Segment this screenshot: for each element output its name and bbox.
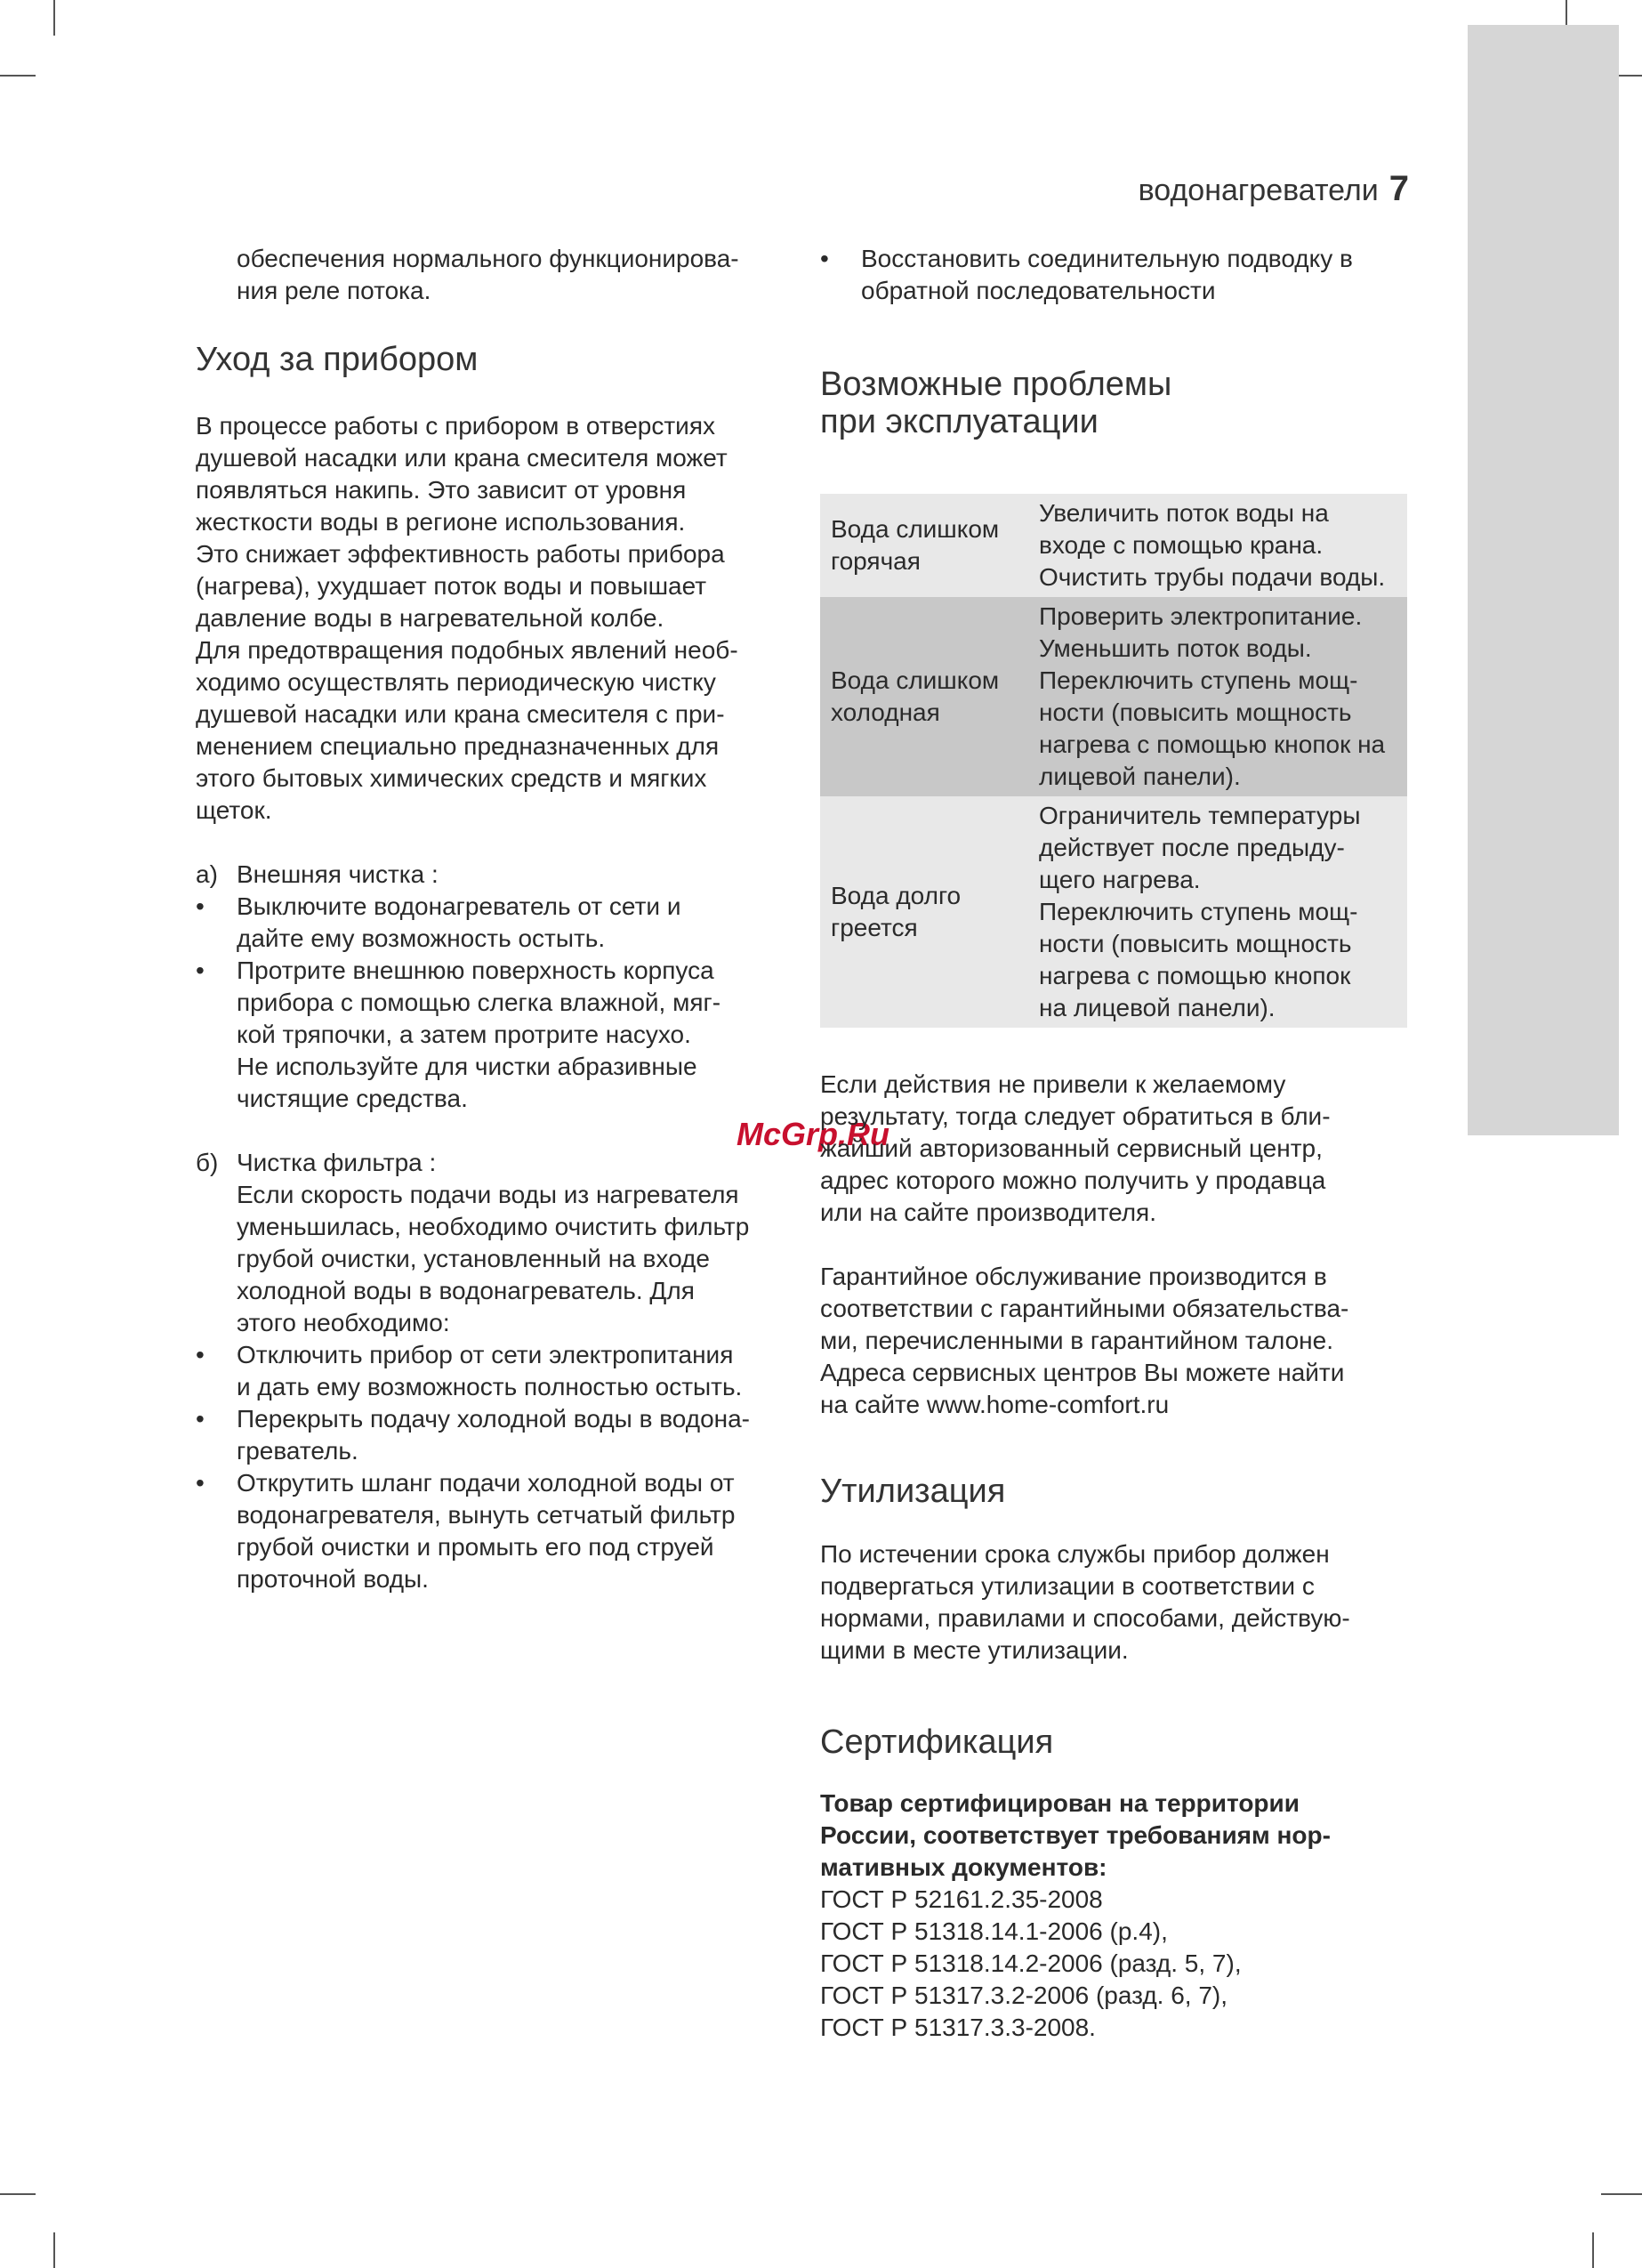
list-item: • Открутить шланг подачи холодной воды от водонагревателя, вынуть сетчатый фильтр грубой очистки и промыть его под струей проточной воды. [196, 1469, 736, 1593]
crop-mark [0, 75, 36, 77]
page-header [1139, 169, 1409, 209]
section-tab [1468, 25, 1619, 1135]
certification-paragraph: Товар сертифицирован на территории России, соответствует требованиям нор- мативных документов: ГОСТ Р 52161.2.35-2008 ГОСТ Р 51318.14.1-2006 (р.4), ГОСТ Р 51318.14.2-2006 (разд. 5, 7), ГОСТ Р 51317.3.2-2006 (разд. 6, 7), ГОСТ Р 51317.3.3-2008. [820, 1789, 1331, 2041]
warranty-paragraph: Гарантийное обслуживание производится в соответствии с гарантийными обязательства- ми, перечисленными в гарантийном талоне. Адреса сервисных центров Вы можете найти на сайте www.home-comfort.ru [820, 1263, 1349, 1418]
solution-cell: Ограничитель температуры действует после предыду- щего нагрева. Переключить ступень мощ- ности (повысить мощность нагрева с помощью кнопок на лицевой панели). [1039, 802, 1361, 1021]
problems-heading: Возможные проблемы при эксплуатации [820, 366, 1172, 440]
care-heading: Уход за прибором [196, 341, 479, 378]
bullet-icon: • [196, 892, 205, 920]
section-title: водонагреватели [1138, 174, 1379, 207]
list-item: • Перекрыть подачу холодной воды в водона- греватель. [196, 1405, 751, 1465]
page-number: 7 [1388, 169, 1409, 208]
right-column [820, 243, 1407, 2044]
solution-cell: Увеличить поток воды на входе с помощью крана. Очистить трубы подачи воды. [1039, 499, 1386, 591]
list-item: а) Внешняя чистка : [196, 860, 439, 888]
disposal-heading: Утилизация [820, 1473, 1006, 1510]
crop-mark [53, 0, 55, 36]
intro-text: обеспечения нормального функционирова- ния реле потока. [237, 245, 739, 304]
left-column [196, 243, 783, 1595]
problem-cell: Вода долго греется [831, 882, 962, 941]
problem-cell: Вода слишком холодная [831, 666, 1000, 726]
watermark: McGrp.Ru [736, 1116, 890, 1152]
problem-cell: Вода слишком горячая [831, 515, 1000, 575]
crop-mark [1592, 2232, 1594, 2268]
bullet-icon: • [196, 1405, 205, 1433]
crop-mark [1601, 2193, 1642, 2195]
table-row [820, 494, 1407, 597]
disposal-paragraph: По истечении срока службы прибор должен подвергаться утилизации в соответствии с нормами, правилами и способами, действую- щими в месте утилизации. [820, 1540, 1350, 1664]
solution-cell: Проверить электропитание. Уменьшить поток воды. Переключить ступень мощ- ности (повысить мощность нагрева с помощью кнопок на лицевой панели). [1039, 602, 1386, 790]
bullet-icon: • [196, 1341, 205, 1368]
list-item: • Протрите внешнюю поверхность корпуса прибора с помощью слегка влажной, мяг- кой тряпочки, а затем протрите насухо. Не используйте для чистки абразивные чистящие средства. [196, 956, 721, 1112]
crop-mark [53, 2232, 55, 2268]
bullet-icon: • [820, 245, 829, 272]
problems-table [820, 494, 1407, 1028]
list-item: • Восстановить соединительную подводку в обратной последовательности [820, 245, 1353, 304]
care-paragraph: В процессе работы с прибором в отверстиях душевой насадки или крана смесителя может появляться накипь. Это зависит от уровня жесткости воды в регионе использования. Это снижает эффективность работы прибора (нагрева), ухудшает поток воды и повышает давление воды в нагревательной колбе. Для предотвращения подобных явлений необ- ходимо осуществлять периодическую чистку душевой насадки или крана смесителя с при- менением специально предназначенных для этого бытовых химических средств и мягких щеток. [196, 412, 738, 824]
bullet-icon: • [196, 956, 205, 984]
list-item: б) Чистка фильтра : Если скорость подачи воды из нагревателя уменьшилась, необходимо очистить фильтр грубой очистки, установленный на входе холодной воды в водонагреватель. Для этого необходимо: [196, 1149, 750, 1336]
bullet-icon: • [196, 1469, 205, 1497]
list-item: • Выключите водонагреватель от сети и дайте ему возможность остыть. [196, 892, 681, 952]
service-paragraph: Если действия не привели к желаемому результату, тогда следует обратиться в бли- жайший авторизованный сервисный центр, адрес которого можно получить у продавца или на сайте производителя. [820, 1070, 1331, 1226]
table-row [820, 796, 1407, 1028]
crop-mark [0, 2193, 36, 2195]
table-row [820, 597, 1407, 796]
list-item: • Отключить прибор от сети электропитания и дать ему возможность полностью остыть. [196, 1341, 743, 1400]
certification-heading: Сертификация [820, 1723, 1054, 1761]
